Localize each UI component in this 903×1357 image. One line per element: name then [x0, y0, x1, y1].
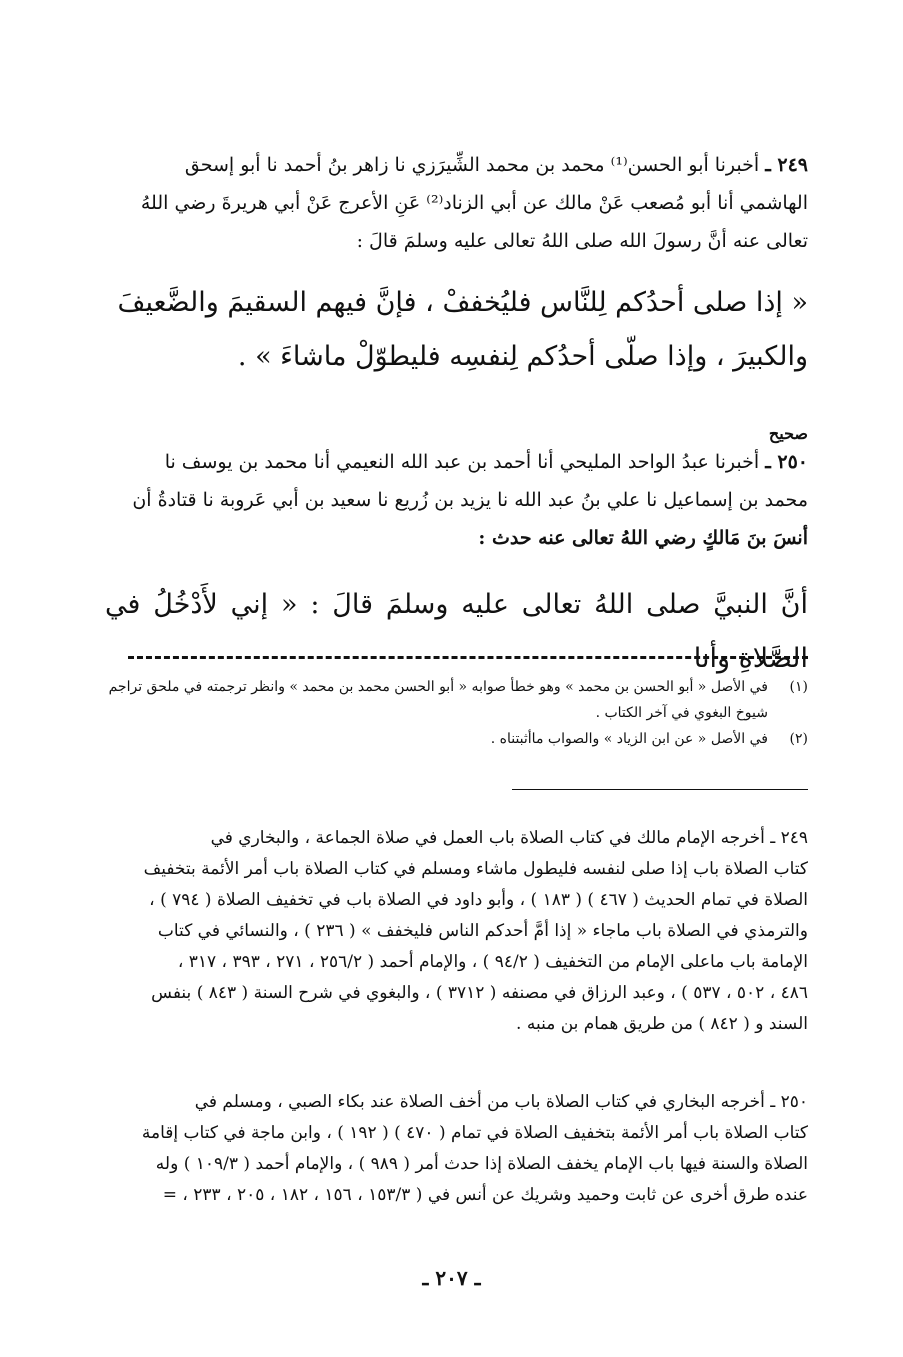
hadith-249	[105, 146, 808, 260]
footnote-number: (١)	[789, 679, 808, 695]
footnotes	[105, 674, 808, 752]
takhrij-249	[105, 823, 808, 1040]
takhrij-line: كتاب الصلاة باب أمر الأئمة بتخفيف الصلاة في تمام ( ٤٧٠ ) ( ١٩٢ ) ، وابن ماجة في كتاب إقامة	[141, 1123, 808, 1143]
takhrij-line: الإمامة باب ماعلى الإمام من التخفيف ( ٩٤/٢ ) ، والإمام أحمد ( ٢٥٦/٢ ، ٢٧١ ، ٣٩٣ ، ٣١٧ ،	[177, 952, 808, 972]
footnote-text-line-1: في الأصل « أبو الحسن بن محمد » وهو خطأ صوابه « أبو الحسن محمد بن محمد » وانظر ترجمته في ملحق تراجم	[108, 679, 768, 695]
takhrij-line: ٢٥٠ ـ أخرجه البخاري في كتاب الصلاة باب من أخف الصلاة عند بكاء الصبي ، ومسلم في	[194, 1092, 808, 1112]
takhrij-line: الصلاة في تمام الحديث ( ٤٦٧ ) ( ١٨٣ ) ، وأبو داود في الصلاة باب في تخفيف الصلاة ( ٧٩٤ ) ،	[149, 890, 808, 910]
footnote-separator	[512, 789, 808, 790]
hadith-249-isnad-line-3: تعالى عنه أنَّ رسولَ الله صلى اللهُ تعالى عليه وسلمَ قالَ :	[356, 230, 808, 252]
hadith-250-matn	[105, 578, 808, 686]
takhrij-line: كتاب الصلاة باب إذا صلى لنفسه فليطول ماشاء ومسلم في كتاب الصلاة باب أمر الأئمة بتخفيف	[143, 859, 808, 879]
takhrij-line: والترمذي في الصلاة باب ماجاء « إذا أمَّ أحدكم الناس فليخفف » ( ٢٣٦ ) ، والنسائي في كتاب	[157, 921, 808, 941]
hadith-249-isnad-line-1: أخبرنا أبو الحسن⁽¹⁾ محمد بن محمد الشِّيرَزي نا زاهر بنُ أحمد نا أبو إسحق	[184, 154, 760, 176]
footnote-number: (٢)	[789, 731, 808, 747]
takhrij-line: الصلاة والسنة فيها باب الإمام يخفف الصلاة إذا حدث أمر ( ٩٨٩ ) ، والإمام أحمد ( ١٠٩/٣ ) وله	[155, 1154, 808, 1174]
takhrij-line: ٤٨٦ ، ٥٠٢ ، ٥٣٧ ) ، وعبد الرزاق في مصنفه ( ٣٧١٢ ) ، والبغوي في شرح السنة ( ٨٤٣ ) بنفس	[151, 983, 808, 1003]
footnote-2	[105, 726, 808, 752]
dashed-divider	[128, 656, 808, 659]
hadith-249-matn	[105, 276, 808, 384]
hadith-249-isnad-line-2: الهاشمي أنا أبو مُصعب عَنْ مالك عن أبي الزناد⁽²⁾ عَنِ الأعرج عَنْ أبي هريرةَ رضي اللهُ	[140, 192, 808, 214]
takhrij-250	[105, 1087, 808, 1211]
hadith-250-isnad-line-2: محمد بن إسماعيل نا علي بنُ عبد الله نا يزيد بن زُريع نا سعيد بن أبي عَروبة نا قتادةُ أن	[132, 489, 808, 511]
footnote-text-line-1: في الأصل « عن ابن الزياد » والصواب ماأثبتناه .	[490, 731, 768, 747]
hadith-250-isnad-line-1: أخبرنا عبدُ الواحد المليحي أنا أحمد بن عبد الله النعيمي أنا محمد بن يوسف نا	[164, 451, 760, 473]
hadith-249-grade: صحيح	[768, 424, 808, 443]
hadith-249-grade-row	[105, 424, 808, 443]
footnote-1	[105, 674, 808, 726]
hadith-249-matn-line-2: والكبيرَ ، وإذا صلّى أحدُكم لِنفسِه فليطوّلْ ماشاءَ » .	[237, 341, 808, 372]
hadith-249-number: ٢٤٩ ـ	[765, 154, 808, 176]
takhrij-line: عنده طرق أخرى عن ثابت وحميد وشريك عن أنس في ( ١٥٣/٣ ، ١٥٦ ، ١٨٢ ، ٢٠٥ ، ٢٣٣ ، =	[162, 1185, 808, 1205]
hadith-250-isnad-line-3: أنسَ بنَ مَالكٍ رضي اللهُ تعالى عنه حدث :	[478, 527, 808, 549]
hadith-250	[105, 443, 808, 557]
takhrij-line: ٢٤٩ ـ أخرجه الإمام مالك في كتاب الصلاة باب العمل في صلاة الجماعة ، والبخاري في	[210, 828, 808, 848]
hadith-250-number: ٢٥٠ ـ	[765, 451, 808, 473]
hadith-249-isnad	[105, 146, 808, 260]
hadith-250-isnad	[105, 443, 808, 557]
takhrij-line: السند و ( ٨٤٢ ) من طريق همام بن منبه .	[516, 1014, 808, 1034]
footnote-text-line-2: شيوخ البغوي في آخر الكتاب .	[595, 705, 768, 721]
page-number: ـ ٢٠٧ ـ	[422, 1266, 481, 1290]
hadith-250-matn-line-1: أنَّ النبيَّ صلى اللهُ تعالى عليه وسلمَ قالَ : « إني لأَدْخُلُ في الصَّلاةِ وأنا	[105, 589, 808, 674]
hadith-249-matn-line-1: « إذا صلى أحدُكم لِلنَّاس فليُخففْ ، فإنَّ فيهم السقيمَ والضَّعيفَ	[117, 287, 808, 318]
